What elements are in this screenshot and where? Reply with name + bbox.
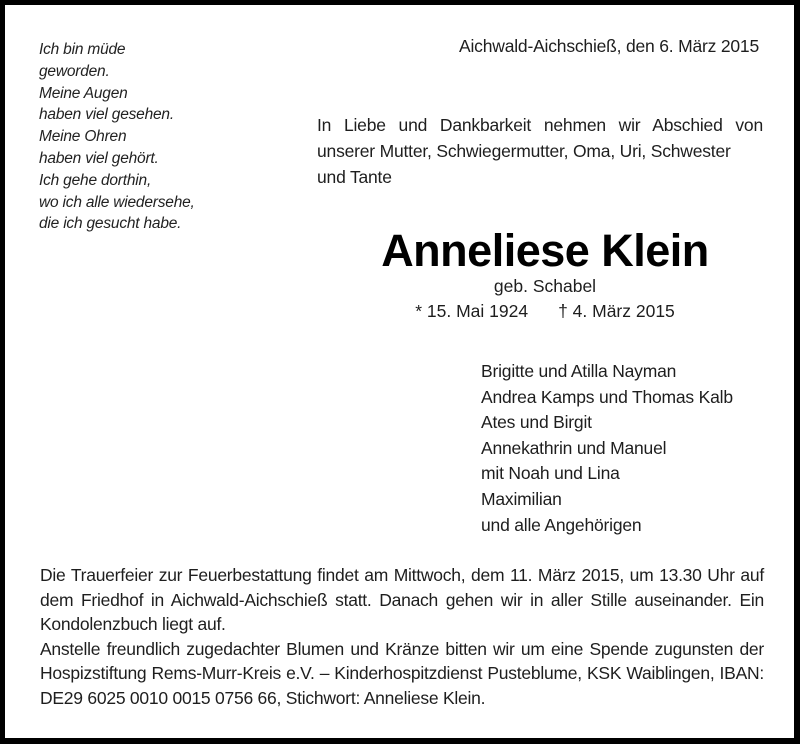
- poem-line: wo ich alle wiedersehe,: [39, 193, 195, 211]
- poem: [39, 39, 195, 235]
- obituary-notice: [5, 5, 794, 738]
- mourner-line: Brigitte und Atilla Nayman: [481, 361, 677, 381]
- intro-text: In Liebe und Dankbarkeit nehmen wir Abschied von unserer Mutter, Schwiegermutter, Oma, Uri, Schwester: [317, 115, 763, 161]
- mourner-line: Annekathrin und Manuel: [481, 437, 667, 458]
- mourner-line: mit Noah und Lina: [481, 463, 620, 484]
- poem-line: Ich bin müde: [39, 41, 126, 58]
- mourner-line: Andrea Kamps und Thomas Kalb: [481, 386, 733, 407]
- mourners-list: [481, 359, 733, 538]
- poem-line: Ich gehe dorthin,: [39, 171, 152, 189]
- life-dates: [345, 301, 745, 322]
- poem-line: geworden.: [39, 62, 110, 80]
- poem-line: haben viel gesehen.: [39, 106, 174, 124]
- mourner-line: Ates und Birgit: [481, 412, 592, 433]
- mourner-line: und alle Angehörigen: [481, 514, 642, 535]
- birth-date: * 15. Mai 1924: [415, 301, 529, 321]
- intro-text-last: und Tante: [317, 167, 392, 187]
- place-and-date: Aichwald-Aichschieß, den 6. März 2015: [459, 36, 759, 56]
- poem-line: haben viel gehört.: [39, 149, 159, 167]
- funeral-info: Die Trauerfeier zur Feuerbestattung findet am Mittwoch, dem 11. März 2015, um 13.30 Uhr auf dem Friedhof in Aichwald-Aichschieß statt. Danach gehen wir in aller Stille auseinander. Ein Kondolenzbuch liegt auf.: [40, 565, 764, 635]
- poem-line: Meine Ohren: [39, 128, 127, 146]
- poem-line: Meine Augen: [39, 84, 128, 102]
- donation-info: Anstelle freundlich zugedachter Blumen und Kränze bitten wir um eine Spende zugunsten der Hospizstiftung Rems-Murr-Kreis e.V. – Kinderhospitzdienst Pusteblume, KSK Waiblingen, IBAN: DE29 6025 0010 0015 0756 66, Stichwort: Anneliese Klein.: [40, 638, 764, 708]
- birth-name: geb. Schabel: [493, 276, 597, 296]
- mourner-line: Maximilian: [481, 488, 562, 509]
- deceased-name: Anneliese Klein: [381, 225, 709, 276]
- service-details: [40, 563, 764, 711]
- death-date: † 4. März 2015: [558, 301, 675, 321]
- farewell-intro: [317, 112, 763, 190]
- poem-line: die ich gesucht habe.: [39, 215, 182, 233]
